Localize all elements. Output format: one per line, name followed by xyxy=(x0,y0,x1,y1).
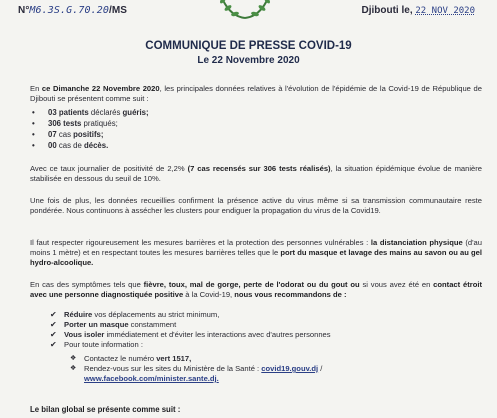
check-icon: ✔ xyxy=(50,330,57,339)
page-title: COMMUNIQUE DE PRESSE COVID-19 xyxy=(145,40,352,52)
intro-date: ce Dimanche 22 Novembre 2020 xyxy=(41,84,160,93)
check-icon: ✔ xyxy=(50,340,57,349)
stat-value: 03 patients xyxy=(48,108,89,117)
recommendations-list xyxy=(50,310,331,350)
stat-label: guéris; xyxy=(122,108,149,117)
list-item xyxy=(30,107,149,118)
barrier-text-1: Il faut respecter rigoureusement les mesures barrières et la protection des personnes vulnérables : xyxy=(30,238,371,247)
facebook-link[interactable]: www.facebook.com/minister.sante.dj. xyxy=(84,374,219,383)
symptoms-highlight-1: fièvre, toux, mal de gorge, perte de l'odorat ou du gout ou xyxy=(143,280,360,289)
symptoms-highlight-2: contact étroit avec une personne diagnostiquée positive xyxy=(30,280,482,299)
site-label: Rendez-vous sur les sites du Ministère de la Santé : xyxy=(84,364,262,373)
laurel-emblem-icon xyxy=(213,0,277,20)
recommendation-text: constamment xyxy=(128,320,177,329)
barrier-measures-paragraph xyxy=(30,238,482,268)
list-item xyxy=(50,330,331,340)
reference-number xyxy=(18,5,127,16)
symptoms-paragraph xyxy=(30,280,482,300)
list-item xyxy=(30,140,149,151)
barrier-highlight-1: la distanciation physique xyxy=(370,238,463,247)
symptoms-highlight-3: nous vous recommandons de : xyxy=(234,290,347,299)
recommendation-text: vos déplacements au strict minimum, xyxy=(92,310,220,319)
diamond-bullet-icon: ❖ xyxy=(70,365,77,372)
check-icon: ✔ xyxy=(50,310,57,319)
ref-suffix: /MS xyxy=(109,5,128,16)
list-item xyxy=(30,118,149,129)
intro-text-2: , les principales données relatives à l'évolution de l'épidémie de la Covid-19 de République de Djibouti se présentent comme suit : xyxy=(30,84,482,103)
positivity-text-2: , la situation épidémique évolue de manière stabilisée en dessous du seuil de 10%. xyxy=(30,164,483,183)
symptoms-text-1: En cas des symptômes tels que xyxy=(30,280,144,289)
check-icon: ✔ xyxy=(50,320,57,329)
list-item xyxy=(50,310,331,320)
date-handwritten: 22 NOV 2020 xyxy=(415,6,475,16)
stat-label: positifs; xyxy=(73,130,104,139)
list-item xyxy=(50,320,331,330)
global-summary-heading: Le bilan global se présente comme suit : xyxy=(30,405,181,414)
site-separator: / xyxy=(318,364,323,373)
website-link[interactable]: covid19.gouv.dj xyxy=(261,364,319,373)
list-item xyxy=(50,340,331,350)
barrier-text-2: (d'au moins 1 mètre) et en respectant toutes les mesures barrières telles que le xyxy=(30,238,482,257)
stat-label: décès. xyxy=(84,141,109,150)
recommendation-text: immédiatement et d'éviter les interactions avec d'autres personnes xyxy=(104,330,331,339)
persistence-paragraph: Une fois de plus, les données recueillies confirment la présence active du virus même si sa transmission communautaire reste pondérée. Nous continuons à assécher les clusters pour endiguer la propagation du virus de la Covid19. xyxy=(30,196,482,215)
stat-value: 306 tests xyxy=(48,119,82,128)
positivity-text-1: Avec ce taux journalier de positivité de 2,2% xyxy=(30,164,188,173)
stat-text: cas xyxy=(56,130,74,139)
phone-label: Contactez le numéro xyxy=(84,354,157,363)
list-item xyxy=(70,364,322,384)
city-label: Djibouti le, xyxy=(361,5,413,16)
positivity-highlight: (7 cas recensés sur 306 tests réalisés) xyxy=(187,164,331,173)
symptoms-text-2: si vous avez été en xyxy=(359,280,434,289)
contact-list xyxy=(70,354,322,384)
recommendation-action: Réduire xyxy=(64,310,93,319)
stats-list xyxy=(30,107,149,151)
stat-value: 00 xyxy=(48,141,57,150)
barrier-highlight-2: port du masque et lavage des mains au savon ou au gel hydro-alcoolique. xyxy=(30,248,482,267)
list-item xyxy=(70,354,322,364)
intro-paragraph xyxy=(30,84,482,104)
recommendation-text: Pour toute information : xyxy=(64,340,143,349)
list-item xyxy=(30,129,149,140)
ref-handwritten: M6.3S.G.70.20 xyxy=(29,5,109,16)
ref-prefix: N° xyxy=(18,5,30,16)
stat-value: 07 xyxy=(48,130,57,139)
recommendation-action: Porter un masque xyxy=(64,320,129,329)
stat-text: pratiqués; xyxy=(81,119,118,128)
recommendation-action: Vous isoler xyxy=(64,330,105,339)
intro-text-1: En xyxy=(30,84,42,93)
date-line xyxy=(362,5,476,16)
positivity-paragraph xyxy=(30,164,482,184)
phone-number: vert 1517, xyxy=(156,354,192,363)
stat-text: cas de xyxy=(56,141,84,150)
stat-text: déclarés xyxy=(88,108,123,117)
diamond-bullet-icon: ❖ xyxy=(70,355,77,362)
page-subtitle: Le 22 Novembre 2020 xyxy=(197,55,300,66)
symptoms-text-3: à la Covid-19, xyxy=(183,290,235,299)
